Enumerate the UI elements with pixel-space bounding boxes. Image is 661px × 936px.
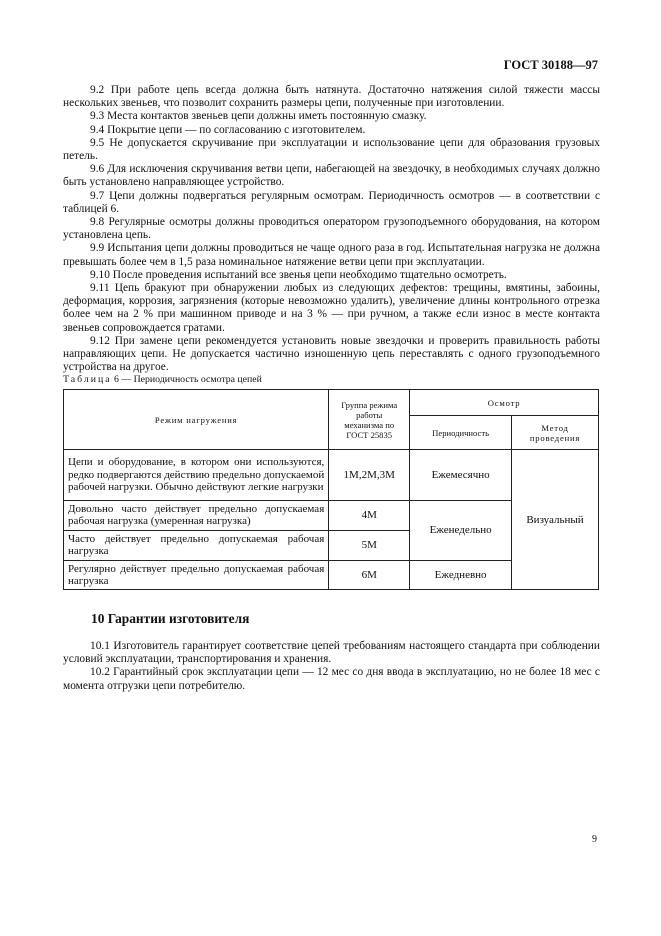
periodicity-weekly: Еженедельно: [410, 501, 512, 561]
header-mode: Режим нагружения: [64, 390, 329, 450]
table-caption: [63, 374, 262, 385]
paragraph-9-9: 9.9 Испытания цепи должны проводиться не чаще одного раза в год. Испытательная нагрузка не должна превышать более чем в 1,5 раза номинальное натяжение ветви цепи при эксплуатации.: [63, 242, 600, 268]
paragraph-10-1: 10.1 Изготовитель гарантирует соответствие цепей требованиям настоящего стандарта при соблюдении условий эксплуатации, транспортирования и хранения.: [63, 640, 600, 666]
document-code: ГОСТ 30188—97: [503, 58, 598, 72]
paragraph-9-7: 9.7 Цепи должны подвергаться регулярным осмотрам. Периодичность осмотров — в соответствии с таблицей 6.: [63, 189, 600, 215]
header-group-line3: механизма по: [344, 419, 395, 430]
header-group-line1: Группа режима: [341, 399, 398, 410]
section-10-title: 10 Гарантии изготовителя: [91, 611, 250, 626]
paragraph-9-10: 9.10 После проведения испытаний все звенья цепи необходимо тщательно осмотреть.: [90, 268, 507, 281]
row-group: 6М: [329, 560, 410, 590]
header-group: [329, 390, 410, 450]
header-periodicity: Периодичность: [410, 416, 512, 450]
paragraph-9-6: 9.6 Для исключения скручивания ветви цепи, набегающей на звездочку, в необходимых случаях должно быть установлено направляющее устройство.: [63, 163, 600, 189]
inspection-table: [63, 389, 599, 590]
table-caption-text: 6 — Периодичность осмотра цепей: [111, 374, 262, 385]
paragraph-9-2: 9.2 При работе цепь всегда должна быть натянута. Достаточно натяжения силой тяжести массы нескольких звеньев, что позволит сохранить размеры цепи, полученные при изготовлении.: [63, 84, 600, 110]
paragraph-9-8: 9.8 Регулярные осмотры должны проводиться оператором грузоподъемного оборудования, на котором установлена цепь.: [63, 216, 600, 242]
header-method: Метод проведения: [512, 416, 599, 450]
method-visual: Визуальный: [512, 450, 599, 590]
table-caption-label: Таблица: [63, 374, 112, 385]
periodicity-monthly: Ежемесячно: [410, 450, 512, 501]
paragraph-9-3: 9.3 Места контактов звеньев цепи должны иметь постоянную смазку.: [90, 110, 427, 123]
table-row: [64, 450, 599, 501]
periodicity-daily: Ежедневно: [410, 560, 512, 590]
section-9-text: [63, 84, 600, 374]
paragraph-9-4: 9.4 Покрытие цепи — по согласованию с изготовителем.: [90, 123, 366, 136]
paragraph-9-12: 9.12 При замене цепи рекомендуется установить новые звездочки и проверить правильность работы направляющих цепи. Не допускается частично изношенную цепь переставлять с одного грузоподъемного устройства на другое.: [63, 334, 600, 374]
row-mode: Цепи и оборудование, в котором они используются, редко подвергаются действию предельно допускаемой рабочей нагрузки. Обычно действуют легкие нагрузки: [64, 450, 329, 501]
row-group: 4М: [329, 501, 410, 531]
paragraph-10-2: 10.2 Гарантийный срок эксплуатации цепи — 12 мес со дня ввода в эксплуатацию, но не более 18 мес с момента отгрузки цепи потребителю.: [63, 666, 600, 692]
row-group: 5М: [329, 530, 410, 560]
section-10-text: [63, 640, 600, 693]
paragraph-9-5: 9.5 Не допускается скручивание при эксплуатации и использование цепи для образования грузовых петель.: [63, 136, 600, 163]
header-group-line4: ГОСТ 25835: [346, 429, 393, 440]
row-mode: Часто действует предельно допускаемая рабочая нагрузка: [64, 530, 329, 560]
header-inspection: Осмотр: [410, 390, 599, 416]
header-group-line2: работы: [356, 409, 383, 420]
page-number: 9: [592, 834, 597, 845]
row-mode: Регулярно действует предельно допускаемая рабочая нагрузка: [64, 560, 329, 590]
row-group: 1М,2М,3М: [329, 450, 410, 501]
paragraph-9-11: 9.11 Цепь бракуют при обнаружении любых из следующих дефектов: трещины, вмятины, забоины, деформация, коррозия, загрязнения (которые невозможно удалить), увеличение длины контрольного отрезка более чем на 2 % при машинном приводе и на 3 % — при ручном, а также если износ в месте контакта звеньев сопровождается гратами.: [63, 282, 600, 334]
row-mode: Довольно часто действует предельно допускаемая рабочая нагрузка (умеренная нагрузка): [64, 501, 329, 531]
